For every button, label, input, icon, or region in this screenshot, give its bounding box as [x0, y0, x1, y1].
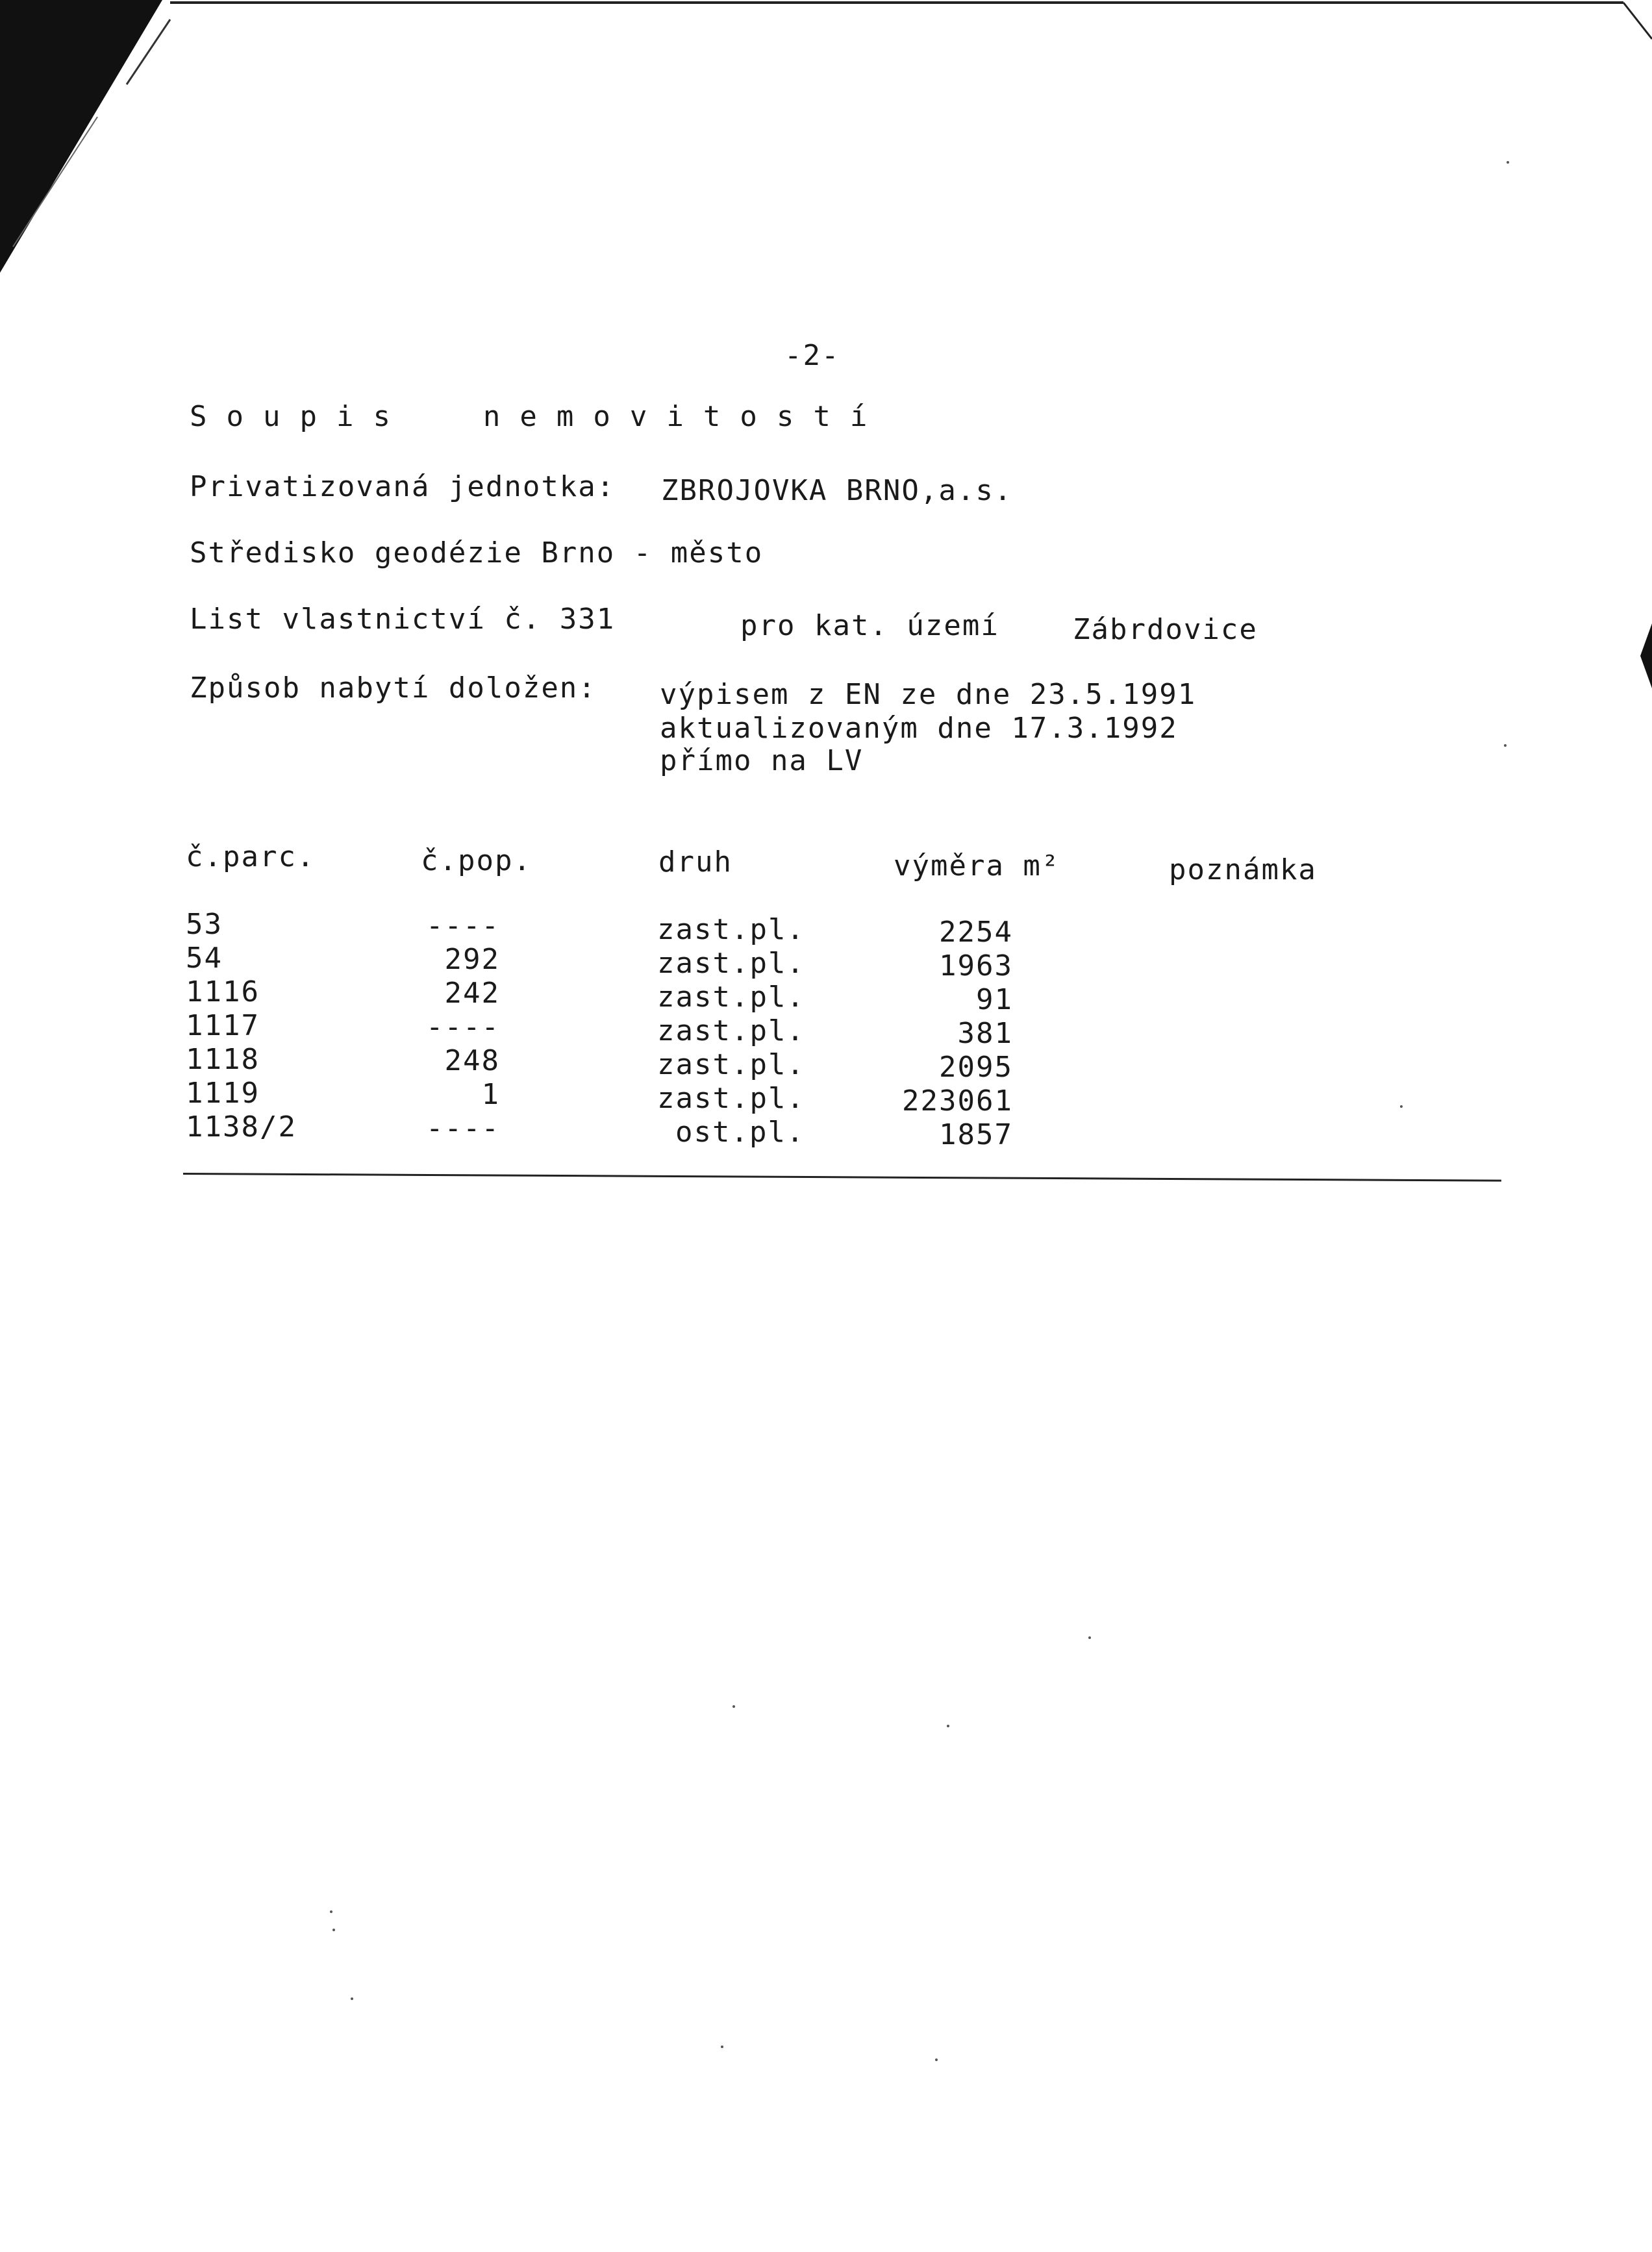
scan-speck — [1400, 1105, 1403, 1108]
cell-parc: 1119 — [186, 1077, 260, 1110]
table-header-parc: č.parc. — [186, 840, 316, 873]
cell-parc: 54 — [186, 942, 223, 975]
document-title: Soupis nemovitostí — [190, 400, 887, 433]
cell-vymera: 1857 — [939, 1118, 1013, 1151]
table-header-poznamka: poznámka — [1169, 853, 1317, 886]
cell-druh: zast.pl. — [657, 981, 805, 1014]
cell-vymera: 2254 — [939, 916, 1013, 949]
unit-value: ZBROJOVKA BRNO,a.s. — [661, 474, 1013, 507]
acquisition-line: výpisem z EN ze dne 23.5.1991 — [660, 678, 1197, 711]
page-number: -2- — [784, 339, 840, 372]
table-bottom-rule — [183, 1173, 1501, 1182]
cell-vymera: 223061 — [902, 1084, 1013, 1118]
cadastre-value: Zábrdovice — [1073, 613, 1258, 646]
cell-parc: 1116 — [186, 975, 260, 1008]
scan-speck — [732, 1705, 735, 1708]
cell-pop: ---- — [426, 1112, 500, 1145]
scan-speck — [947, 1725, 949, 1727]
cell-druh: ost.pl. — [675, 1116, 805, 1149]
cell-vymera: 381 — [957, 1017, 1013, 1050]
acquisition-label: Způsob nabytí doložen: — [190, 671, 597, 705]
cell-druh: zast.pl. — [657, 1082, 805, 1115]
scan-speck — [721, 2046, 723, 2048]
cell-druh: zast.pl. — [657, 947, 805, 980]
scan-speck — [332, 1929, 335, 1931]
office-label: Středisko geodézie Brno - město — [190, 536, 764, 569]
table-header-vymera: výměra m² — [894, 849, 1060, 882]
cell-druh: zast.pl. — [657, 1048, 805, 1081]
acquisition-line: aktualizovaným dne 17.3.1992 — [660, 712, 1178, 745]
cell-pop: 1 — [481, 1078, 500, 1111]
scan-speck — [935, 2058, 938, 2061]
cell-vymera: 91 — [976, 983, 1013, 1016]
cell-parc: 1138/2 — [186, 1110, 297, 1144]
cell-pop: 292 — [444, 943, 500, 976]
scan-speck — [330, 1910, 332, 1913]
scan-speck — [1507, 161, 1509, 164]
unit-label: Privatizovaná jednotka: — [190, 470, 616, 503]
cell-vymera: 2095 — [939, 1051, 1013, 1084]
table-header-pop: č.pop. — [421, 844, 532, 877]
ownership-label: List vlastnictví č. 331 — [190, 603, 616, 636]
cell-pop: 242 — [444, 977, 500, 1010]
cell-vymera: 1963 — [939, 949, 1013, 982]
scan-speck — [1088, 1636, 1091, 1639]
acquisition-line: přímo na LV — [660, 744, 864, 777]
table-header-druh: druh — [658, 845, 732, 879]
cell-pop: ---- — [426, 1010, 500, 1044]
cell-druh: zast.pl. — [657, 913, 805, 946]
scan-speck — [351, 1997, 353, 2000]
cell-pop: 248 — [444, 1044, 500, 1077]
cell-parc: 53 — [186, 908, 223, 941]
cell-parc: 1118 — [186, 1043, 260, 1076]
cell-parc: 1117 — [186, 1009, 260, 1042]
cadastre-label: pro kat. území — [740, 609, 999, 642]
scan-speck — [1504, 744, 1507, 747]
cell-druh: zast.pl. — [657, 1014, 805, 1047]
cell-pop: ---- — [426, 909, 500, 942]
